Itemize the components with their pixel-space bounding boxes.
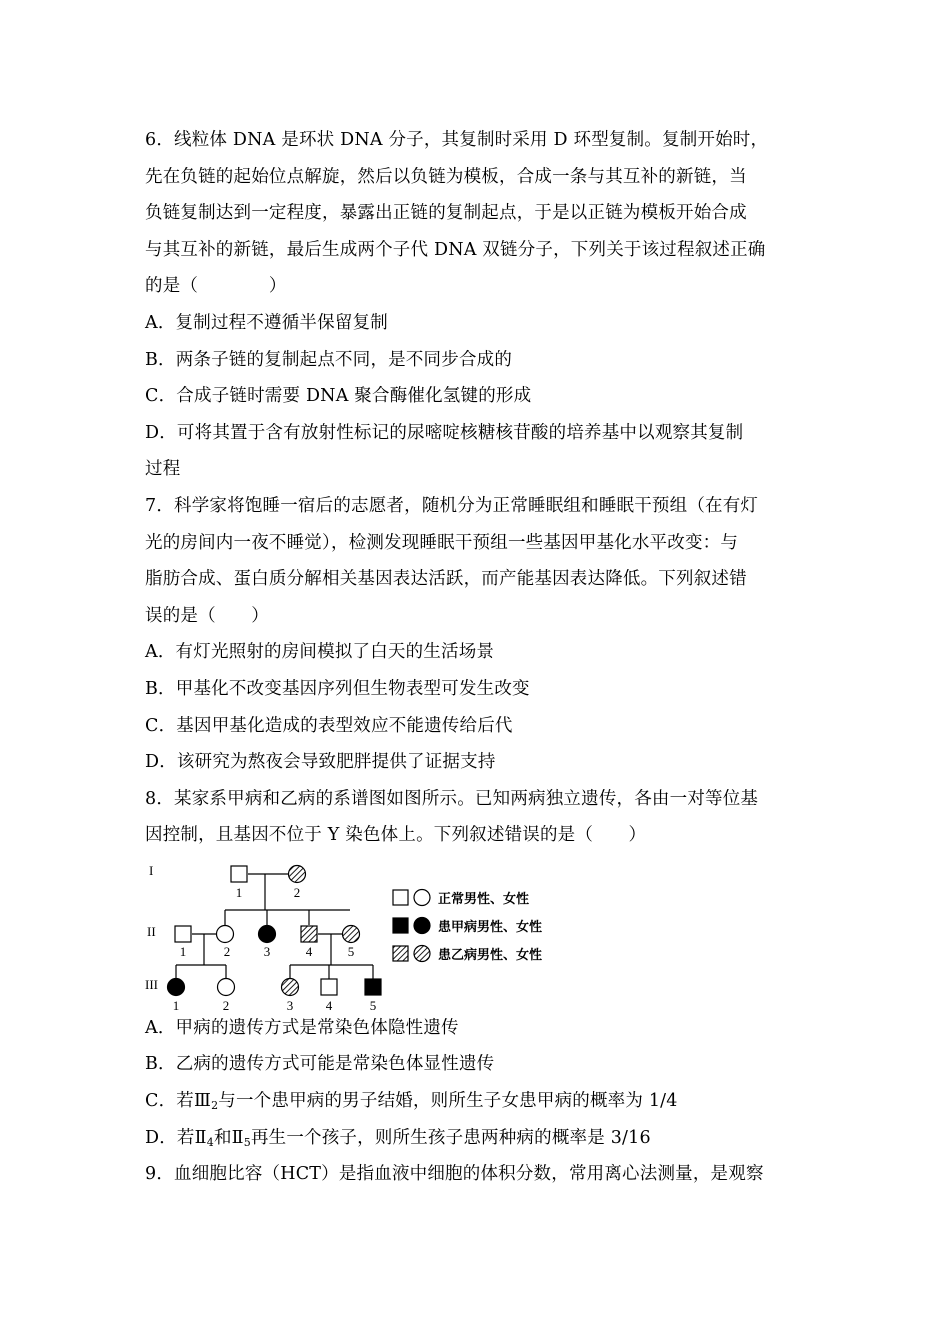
generation-label-1: I (149, 862, 154, 878)
question-7-stem-line-1: 7．科学家将饱睡一宿后的志愿者，随机分为正常睡眠组和睡眠干预组（在有灯 (145, 495, 759, 516)
number-III-1: 1 (172, 997, 180, 1010)
question-6-stem-line-4: 与其互补的新链，最后生成两个子代 DNA 双链分子，下列关于该过程叙述正确 (145, 239, 766, 260)
pedigree-III-4-normal-male (321, 979, 337, 995)
question-6-option-d-cont: 过程 (145, 459, 181, 480)
option-c-text: 与一个患甲病的男子结婚，则所生子女患甲病的概率为 1/4 (218, 1091, 678, 1112)
legend-disease-b-male-symbol (393, 946, 408, 961)
question-7 (145, 488, 815, 781)
question-6-stem-line-1: 6．线粒体 DNA 是环状 DNA 分子，其复制时采用 D 环型复制。复制开始时， (145, 130, 769, 150)
legend-normal-female-symbol (414, 889, 430, 905)
pedigree-II-2-normal-female (217, 925, 234, 942)
question-6-stem-line-3: 负链复制达到一定程度，暴露出正链的复制起点，于是以正链为模板开始合成 (145, 203, 747, 224)
number-III-4: 4 (325, 997, 333, 1010)
question-7-option-b: B．甲基化不改变基因序列但生物表型可发生改变 (145, 678, 530, 699)
legend-disease-a-male-symbol (393, 918, 408, 933)
pedigree-III-2-normal-female (218, 978, 235, 995)
number-III-2: 2 (222, 997, 230, 1010)
pedigree-chart (145, 856, 565, 1010)
option-d-subscript-2: 5 (243, 1135, 251, 1149)
generation-label-3: III (145, 976, 158, 992)
legend-disease-b-female-symbol (414, 945, 430, 961)
pedigree-II-1-normal-male (175, 926, 191, 942)
question-6-option-d: D．可将其置于含有放射性标记的尿嘧啶核糖核苷酸的培养基中以观察其复制 (145, 422, 744, 443)
question-6 (145, 122, 815, 488)
number-I-1: 1 (235, 884, 243, 900)
question-9 (145, 1156, 815, 1193)
question-7-option-a: A．有灯光照射的房间模拟了白天的生活场景 (145, 642, 495, 663)
number-I-2: 2 (293, 884, 301, 900)
option-d-text: 再生一个孩子，则所生孩子患两种病的概率是 3/16 (250, 1127, 651, 1148)
pedigree-lines (176, 874, 373, 979)
pedigree-II-5-disease-b-female (343, 925, 360, 942)
pedigree-III-1-disease-a-female (168, 978, 185, 995)
question-7-stem-line-3: 脂肪合成、蛋白质分解相关基因表达活跃，而产能基因表达降低。下列叙述错 (145, 569, 747, 590)
question-6-stem-line-5: 的是（ ） (145, 276, 287, 297)
pedigree-III-3-disease-b-female (282, 978, 299, 995)
number-III-5: 5 (369, 997, 377, 1010)
question-8-stem-line-1: 8．某家系甲病和乙病的系谱图如图所示。已知两病独立遗传，各由一对等位基 (145, 788, 759, 809)
question-7-stem-line-4: 误的是（ ） (145, 605, 269, 626)
question-8-stem-line-2: 因控制，且基因不位于 Y 染色体上。下列叙述错误的是（ ） (145, 825, 647, 846)
number-II-2: 2 (223, 943, 231, 959)
question-7-stem-line-2: 光的房间内一夜不睡觉），检测发现睡眠干预组一些基因甲基化水平改变：与 (145, 532, 739, 553)
pedigree-II-3-disease-a-female (259, 925, 276, 942)
question-6-option-a: A．复制过程不遵循半保留复制 (145, 312, 388, 333)
exam-page (145, 122, 815, 1193)
question-8-option-b: B．乙病的遗传方式可能是常染色体显性遗传 (145, 1054, 495, 1075)
generation-label-2: II (147, 923, 156, 939)
number-III-3: 3 (286, 997, 294, 1010)
pedigree-I-2-disease-b-female (289, 865, 306, 882)
legend-disease-b-label: 患乙病男性、女性 (438, 947, 543, 963)
legend-disease-a-label: 患甲病男性、女性 (438, 919, 543, 935)
pedigree-III-5-disease-a-male (365, 979, 381, 995)
option-d-subscript-1: 4 (206, 1135, 214, 1149)
question-6-option-b: B．两条子链的复制起点不同，是不同步合成的 (145, 349, 513, 370)
pedigree-figure (145, 856, 815, 1010)
pedigree-II-4-disease-b-male (301, 926, 317, 942)
question-7-option-d: D．该研究为熬夜会导致肥胖提供了证据支持 (145, 752, 496, 773)
legend-normal-label: 正常男性、女性 (438, 891, 530, 907)
question-9-stem-line-1: 9．血细胞比容（HCT）是指血液中细胞的体积分数，常用离心法测量，是观察 (145, 1164, 764, 1185)
legend-disease-a-female-symbol (414, 917, 430, 933)
pedigree-I-1-normal-male (231, 866, 247, 882)
option-c-subscript: 2 (211, 1099, 219, 1113)
question-8-option-a: A．甲病的遗传方式是常染色体隐性遗传 (145, 1017, 459, 1038)
question-6-option-c: C．合成子链时需要 DNA 聚合酶催化氢键的形成 (145, 386, 532, 407)
pedigree-legend (393, 889, 542, 963)
question-8 (145, 781, 815, 1157)
question-6-stem-line-2: 先在负链的起始位点解旋，然后以负链为模板，合成一条与其互补的新链，当 (145, 166, 747, 187)
number-II-5: 5 (347, 943, 355, 959)
number-II-3: 3 (263, 943, 271, 959)
question-8-option-d (145, 1120, 815, 1157)
number-II-1: 1 (179, 943, 187, 959)
legend-normal-male-symbol (393, 890, 408, 905)
question-7-option-c: C．基因甲基化造成的表型效应不能遗传给后代 (145, 715, 513, 736)
option-d-middle: 和Ⅱ (213, 1127, 244, 1148)
question-8-option-c (145, 1083, 815, 1120)
option-d-prefix: D．若Ⅱ (145, 1127, 207, 1148)
option-c-prefix: C．若Ⅲ (145, 1091, 212, 1112)
number-II-4: 4 (305, 943, 313, 959)
